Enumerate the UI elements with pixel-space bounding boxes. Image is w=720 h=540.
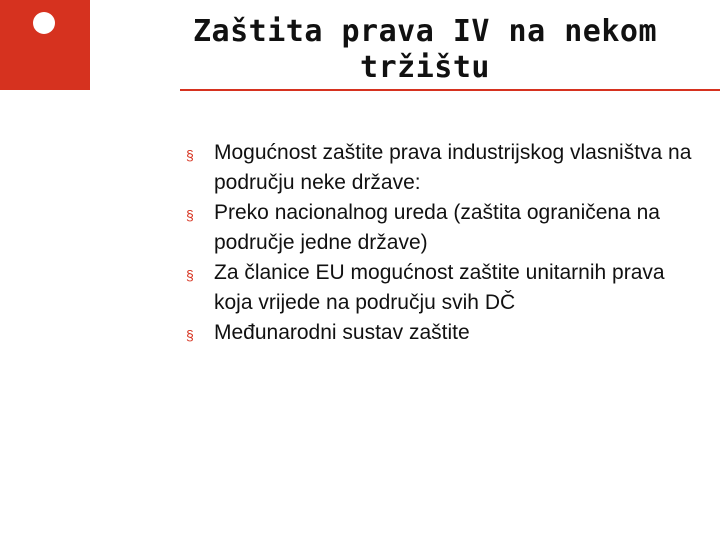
bullet-text: Za članice EU mogućnost zaštite unitarnih prava koja vrijede na području svih DČ [214,261,665,314]
bullet-item [186,198,706,258]
bullet-marker-icon: § [186,207,194,223]
bullet-item [186,138,706,198]
bullet-text: Preko nacionalnog ureda (zaštita ograničena na područje jedne države) [214,201,660,254]
slide-title: Zaštita prava IV na nekom tržištu [192,14,658,85]
bullet-marker-icon: § [186,147,194,163]
title-divider [180,89,720,91]
logo-block [0,0,90,90]
bullet-text: Međunarodni sustav zaštite [214,321,470,344]
bullet-item [186,258,706,318]
logo-dot-icon [33,12,55,34]
bullet-marker-icon: § [186,267,194,283]
bullet-list [186,138,706,348]
bullet-text: Mogućnost zaštite prava industrijskog vlasništva na području neke države: [214,141,692,194]
bullet-marker-icon: § [186,327,194,343]
bullet-item [186,318,706,348]
